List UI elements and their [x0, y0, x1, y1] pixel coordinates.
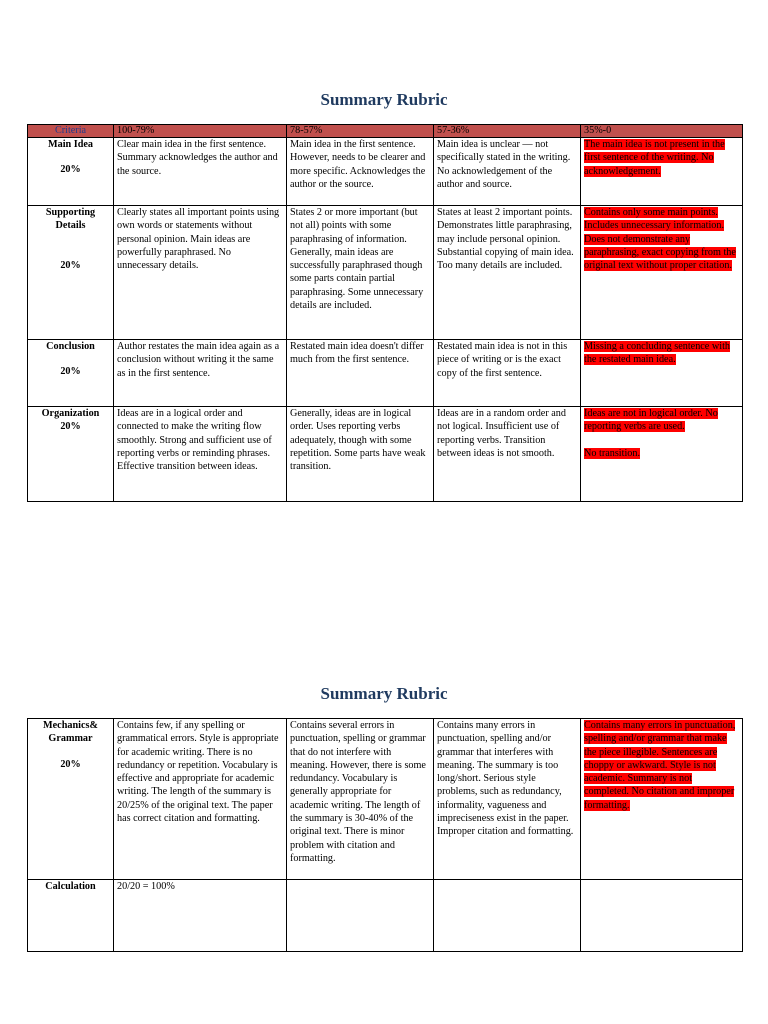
rubric-cell: Clearly states all important points using own words or statements without personal opinion. Main ideas are powerfully paraphrased. No unnecessary details. [114, 206, 287, 340]
rubric-cell: Restated main idea doesn't differ much from the first sentence. [287, 340, 434, 407]
criterion-cell [28, 340, 114, 407]
rubric-cell: Main idea in the first sentence. However, needs to be clearer and more specific. Acknowledges the author or the source. [287, 138, 434, 206]
criterion-cell [28, 206, 114, 340]
table-row [28, 719, 743, 880]
rubric-cell: Main idea is unclear — not specifically stated in the writing. No acknowledgement of the author and source. [434, 138, 581, 206]
criterion-name: Supporting Details [45, 207, 96, 232]
criterion-weight: 20% [60, 164, 81, 176]
rubric-cell [581, 880, 743, 952]
table-row [28, 138, 743, 206]
rubric-cell [287, 880, 434, 952]
table-row [28, 206, 743, 340]
highlighted-text: The main idea is not present in the first sentence of the writing. No acknowledgement. [584, 139, 725, 177]
rubric-table [27, 124, 743, 502]
criterion-weight: 20% [60, 259, 81, 271]
criterion-name: Calculation [45, 881, 96, 892]
criterion-weight: 20% [60, 366, 81, 378]
criterion-name: Main Idea [48, 139, 93, 150]
rubric-cell: Author restates the main idea again as a conclusion without writing it the same as in the first sentence. [114, 340, 287, 407]
header-level-4: 35%-0 [581, 125, 743, 138]
criterion-weight: 20% [60, 758, 81, 770]
header-level-1: 100-79% [114, 125, 287, 138]
table-row [28, 340, 743, 407]
highlighted-text: Contains only some main points. Includes unnecessary information. Does not demonstrate any paraphrasing, exact copying from the original text without proper citation. [584, 207, 736, 272]
rubric-cell: States 2 or more important (but not all) points with some paraphrasing of information. Generally, main ideas are successfully paraphrased though some parts contain partial paraphrasing. Some unnecessary details are included. [287, 206, 434, 340]
highlighted-text: Missing a concluding sentence with the restated main idea. [584, 341, 730, 366]
criterion-cell [28, 138, 114, 206]
highlighted-text: Contains many errors in punctuation, spelling and/or grammar that make the piece illegible. Sentences are choppy or awkward. Style is not academic. Summary is not completed. No citation and improper formatting. [584, 720, 736, 811]
spacer [584, 434, 739, 447]
rubric-cell [581, 206, 743, 340]
page-title: Summary Rubric [320, 90, 448, 109]
criterion-name: Conclusion [46, 341, 95, 352]
rubric-cell [581, 138, 743, 206]
criterion-name: Organization [41, 408, 100, 419]
criterion-weight: 20% [60, 421, 81, 433]
rubric-cell: Contains several errors in punctuation, spelling or grammar that do not interfere with meaning. However, there is some redundancy. Vocabulary is generally appropriate for academic writing. The length of the summary is 30-40% of the original text. There is minor problem with citation and formatting. [287, 719, 434, 880]
rubric-cell: Ideas are in a logical order and connected to make the writing flow smoothly. Strong and sufficient use of reporting verbs or reminding phrases. Effective transition between ideas. [114, 407, 287, 502]
table-row [28, 880, 743, 952]
table-header-row [28, 125, 743, 138]
criterion-cell [28, 407, 114, 502]
header-level-3: 57-36% [434, 125, 581, 138]
rubric-table [27, 718, 743, 952]
rubric-cell: 20/20 = 100% [114, 880, 287, 952]
rubric-cell: Contains few, if any spelling or grammatical errors. Style is appropriate for academic writing. There is no redundancy or repetition. Vocabulary is effective and appropriate for academic writing. The length of the summary is 20/25% of the original text. The paper has correct citation and formatting. [114, 719, 287, 880]
highlighted-text: Ideas are not in logical order. No reporting verbs are used. [584, 408, 718, 433]
rubric-cell [434, 880, 581, 952]
rubric-cell: Restated main idea is not in this piece of writing or is the exact copy of the first sentence. [434, 340, 581, 407]
page-title: Summary Rubric [320, 684, 448, 703]
rubric-cell: Contains many errors in punctuation, spelling and/or grammar that interferes with meaning. The summary is too long/short. Serious style problems, such as redundancy, informality, vagueness and impreciseness exist in the paper. Improper citation and formatting. [434, 719, 581, 880]
table-row [28, 407, 743, 502]
criterion-name: Mechanics& Grammar [43, 720, 98, 745]
rubric-cell: Ideas are in a random order and not logical. Insufficient use of reporting verbs. Transition between ideas is not smooth. [434, 407, 581, 502]
rubric-cell: Clear main idea in the first sentence. Summary acknowledges the author and the source. [114, 138, 287, 206]
rubric-cell: Generally, ideas are in logical order. Uses reporting verbs adequately, though with some repetition. Some parts have weak transition. [287, 407, 434, 502]
header-level-2: 78-57% [287, 125, 434, 138]
rubric-cell [581, 719, 743, 880]
rubric-cell [581, 407, 743, 502]
rubric-cell [581, 340, 743, 407]
highlighted-text: No transition. [584, 447, 641, 459]
criterion-cell [28, 880, 114, 952]
header-criteria: Criteria [28, 125, 114, 138]
rubric-cell: States at least 2 important points. Demonstrates little paraphrasing, may include personal opinion. Substantial copying of main idea. Too many details are included. [434, 206, 581, 340]
criterion-cell [28, 719, 114, 880]
